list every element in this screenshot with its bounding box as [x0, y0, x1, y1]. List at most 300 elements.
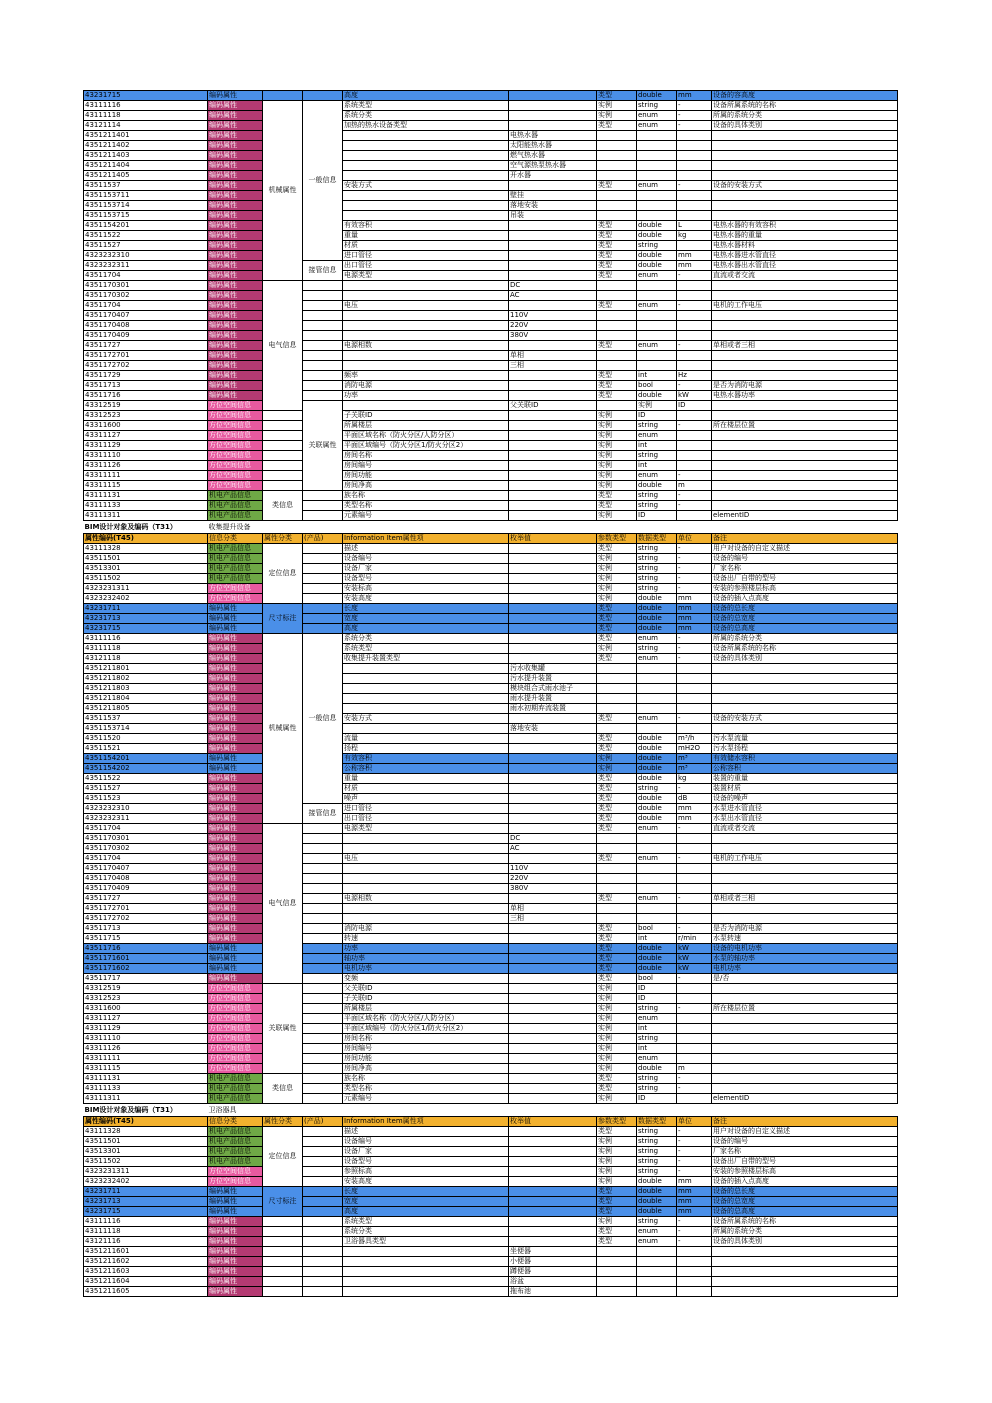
- item-cell: 子关联ID: [343, 411, 509, 421]
- remark-cell: 电热水器材料: [712, 241, 898, 251]
- group-label: 电气信息: [263, 824, 303, 984]
- param-type-cell: [597, 884, 637, 894]
- remark-cell: [712, 321, 898, 331]
- unit-cell: [677, 141, 712, 151]
- unit-cell: -: [677, 1157, 712, 1167]
- info-class-cell: 方位空间信息: [208, 1034, 263, 1044]
- attr-code-cell: 43121116: [84, 1237, 208, 1247]
- enum-value-cell: [509, 391, 597, 401]
- item-cell: 系统分类: [343, 1227, 509, 1237]
- param-type-cell: 类型: [597, 251, 637, 261]
- attr-code-cell: 4323232310: [84, 804, 208, 814]
- spreadsheet: [83, 90, 897, 1297]
- data-type-cell: [637, 1287, 677, 1297]
- item-cell: 系统类型: [343, 1217, 509, 1227]
- enum-value-cell: 蹲便器: [509, 1267, 597, 1277]
- data-type-cell: ID: [637, 994, 677, 1004]
- data-type-cell: double: [637, 774, 677, 784]
- table-row: [84, 371, 898, 381]
- unit-cell: [677, 191, 712, 201]
- attr-code-cell: 43111118: [84, 1227, 208, 1237]
- attr-code-cell: 43511537: [84, 181, 208, 191]
- item-cell: 安装标高: [343, 584, 509, 594]
- info-class-cell: 编码属性: [208, 181, 263, 191]
- product-cell: [303, 1237, 343, 1247]
- item-cell: [343, 161, 509, 171]
- unit-cell: [677, 984, 712, 994]
- data-type-cell: ID: [637, 411, 677, 421]
- param-type-cell: 类型: [597, 774, 637, 784]
- remark-cell: [712, 441, 898, 451]
- unit-cell: [677, 864, 712, 874]
- data-type-cell: [637, 331, 677, 341]
- info-class-cell: 方位空间信息: [208, 994, 263, 1004]
- info-class-cell: 编码属性: [208, 684, 263, 694]
- data-type-cell: [637, 311, 677, 321]
- enum-value-cell: [509, 1054, 597, 1064]
- enum-value-cell: [509, 1197, 597, 1207]
- column-header: 枚举值: [509, 534, 597, 544]
- product-cell: [303, 1207, 343, 1217]
- enum-value-cell: [509, 1227, 597, 1237]
- attr-code-cell: 4323232402: [84, 594, 208, 604]
- info-class-cell: 编码属性: [208, 1257, 263, 1267]
- attr-code-cell: 43511501: [84, 554, 208, 564]
- enum-value-cell: [509, 974, 597, 984]
- remark-cell: [712, 664, 898, 674]
- remark-cell: [712, 161, 898, 171]
- item-cell: 进口管径: [343, 251, 509, 261]
- item-cell: 平面区域名称（防火分区/人防分区）: [343, 1014, 509, 1024]
- data-type-cell: double: [637, 794, 677, 804]
- unit-cell: kg: [677, 774, 712, 784]
- remark-cell: [712, 291, 898, 301]
- param-type-cell: 类型: [597, 744, 637, 754]
- item-cell: 房间编号: [343, 1044, 509, 1054]
- data-type-cell: [637, 1267, 677, 1277]
- info-class-cell: 方位空间信息: [208, 441, 263, 451]
- table-row: [84, 774, 898, 784]
- attr-code-cell: 43311126: [84, 461, 208, 471]
- param-type-cell: [597, 844, 637, 854]
- enum-value-cell: [509, 231, 597, 241]
- attr-code-cell: 43231715: [84, 91, 208, 101]
- item-cell: 收集提升装置类型: [343, 654, 509, 664]
- item-cell: 描述: [343, 544, 509, 554]
- product-cell: [303, 1137, 343, 1147]
- remark-cell: 所在楼层位置: [712, 421, 898, 431]
- param-type-cell: 类型: [597, 221, 637, 231]
- info-class-cell: 机电产品信息: [208, 1074, 263, 1084]
- remark-cell: 电热水器的重量: [712, 231, 898, 241]
- table-row: [84, 501, 898, 511]
- unit-cell: kW: [677, 964, 712, 974]
- unit-cell: [677, 1024, 712, 1034]
- info-class-cell: 编码属性: [208, 734, 263, 744]
- param-type-cell: 实例: [597, 574, 637, 584]
- enum-value-cell: 单相: [509, 351, 597, 361]
- remark-cell: 设备的编号: [712, 554, 898, 564]
- param-type-cell: 实例: [597, 1054, 637, 1064]
- table-row: [84, 1207, 898, 1217]
- attr-code-cell: 4351170302: [84, 844, 208, 854]
- data-type-cell: double: [637, 261, 677, 271]
- item-cell: 类型名称: [343, 1084, 509, 1094]
- remark-cell: 电热水器进水管直径: [712, 251, 898, 261]
- enum-value-cell: [509, 584, 597, 594]
- attr-code-cell: 43311127: [84, 431, 208, 441]
- table-row: [84, 361, 898, 371]
- enum-value-cell: [509, 501, 597, 511]
- param-type-cell: 类型: [597, 944, 637, 954]
- table-row: [84, 391, 898, 401]
- attr-class-cell: [263, 1277, 303, 1287]
- attr-code-cell: 4351170408: [84, 321, 208, 331]
- unit-cell: [677, 1267, 712, 1277]
- param-type-cell: [597, 311, 637, 321]
- table-row: [84, 161, 898, 171]
- unit-cell: [677, 1277, 712, 1287]
- data-type-cell: [637, 291, 677, 301]
- enum-value-cell: [509, 111, 597, 121]
- enum-value-cell: [509, 544, 597, 554]
- remark-cell: 直流或者交流: [712, 824, 898, 834]
- section-object-name: 卫浴器具: [208, 1106, 237, 1114]
- product-cell: [303, 834, 343, 844]
- attr-code-cell: 4351170302: [84, 291, 208, 301]
- column-header: 单位: [677, 534, 712, 544]
- remark-cell: [712, 491, 898, 501]
- enum-value-cell: 壁挂: [509, 191, 597, 201]
- product-cell: [303, 1267, 343, 1277]
- remark-cell: [712, 311, 898, 321]
- unit-cell: [677, 834, 712, 844]
- table-row: [84, 151, 898, 161]
- data-type-cell: [637, 914, 677, 924]
- column-header: 信息分类: [208, 1117, 263, 1127]
- data-type-cell: [637, 1277, 677, 1287]
- product-cell: [303, 594, 343, 604]
- remark-cell: 污水泵扬程: [712, 744, 898, 754]
- info-class-cell: 编码属性: [208, 171, 263, 181]
- enum-value-cell: [509, 1207, 597, 1217]
- table-row: [84, 1197, 898, 1207]
- info-class-cell: 编码属性: [208, 121, 263, 131]
- info-class-cell: 编码属性: [208, 744, 263, 754]
- attr-code-cell: 43311127: [84, 1014, 208, 1024]
- item-cell: 出口管径: [343, 814, 509, 824]
- table-row: [84, 321, 898, 331]
- info-class-cell: 编码属性: [208, 874, 263, 884]
- table-row: [84, 804, 898, 814]
- data-type-cell: string: [637, 451, 677, 461]
- product-cell: [303, 824, 343, 834]
- unit-cell: [712, 401, 898, 411]
- remark-cell: [712, 984, 898, 994]
- item-cell: 材质: [343, 784, 509, 794]
- enum-value-cell: 坐便器: [509, 1247, 597, 1257]
- data-type-cell: string: [637, 1074, 677, 1084]
- param-type-cell: 实例: [597, 1167, 637, 1177]
- attr-code-cell: 43513301: [84, 564, 208, 574]
- info-class-cell: 编码属性: [208, 974, 263, 984]
- param-type-cell: 实例: [597, 481, 637, 491]
- product-cell: [303, 574, 343, 584]
- data-type-cell: enum: [637, 341, 677, 351]
- info-class-cell: 方位空间信息: [208, 594, 263, 604]
- unit-cell: mm: [677, 1197, 712, 1207]
- info-class-cell: 编码属性: [208, 814, 263, 824]
- header-row: [84, 534, 898, 544]
- product-cell: [263, 471, 303, 481]
- info-class-cell: 编码属性: [208, 111, 263, 121]
- enum-value-cell: [509, 744, 597, 754]
- data-type-cell: [637, 131, 677, 141]
- item-cell: 出口管径: [343, 261, 509, 271]
- data-type-cell: string: [637, 544, 677, 554]
- product-cell: [303, 994, 343, 1004]
- group-label: 类信息: [263, 1074, 303, 1104]
- param-type-cell: [597, 171, 637, 181]
- unit-cell: [677, 1034, 712, 1044]
- remark-cell: 设备的容高度: [712, 91, 898, 101]
- enum-value-cell: 开水器: [509, 171, 597, 181]
- unit-cell: -: [677, 974, 712, 984]
- info-class-cell: 编码属性: [208, 391, 263, 401]
- data-type-cell: [637, 1247, 677, 1257]
- data-type-cell: enum: [637, 1237, 677, 1247]
- info-class-cell: 编码属性: [208, 704, 263, 714]
- item-cell: 宽度: [343, 1197, 509, 1207]
- data-type-cell: int: [637, 371, 677, 381]
- enum-value-cell: [509, 421, 597, 431]
- data-type-cell: int: [637, 1044, 677, 1054]
- info-class-cell: 编码属性: [208, 211, 263, 221]
- param-type-cell: [597, 694, 637, 704]
- enum-value-cell: 380V: [509, 884, 597, 894]
- attr-code-cell: 43121118: [84, 654, 208, 664]
- product-cell: [303, 91, 343, 101]
- table-row: [84, 1217, 898, 1227]
- data-type-cell: [637, 281, 677, 291]
- enum-value-cell: [509, 471, 597, 481]
- info-class-cell: 编码属性: [208, 1237, 263, 1247]
- data-type-cell: double: [637, 251, 677, 261]
- param-type-cell: 类型: [597, 91, 637, 101]
- enum-value-cell: 吊装: [509, 211, 597, 221]
- group-label: 电气信息: [263, 281, 303, 411]
- item-cell: 族名称: [343, 1074, 509, 1084]
- attr-code-cell: 4351211404: [84, 161, 208, 171]
- product-cell: [263, 421, 303, 431]
- attr-code-cell: 4351211401: [84, 131, 208, 141]
- unit-cell: [677, 1014, 712, 1024]
- attr-code-cell: 43511715: [84, 934, 208, 944]
- attr-class-cell: [263, 1217, 303, 1227]
- info-class-cell: 方位空间信息: [208, 584, 263, 594]
- item-cell: [343, 884, 509, 894]
- remark-cell: 设备的电机功率: [712, 944, 898, 954]
- enum-value-cell: [509, 954, 597, 964]
- attr-code-cell: 4351153714: [84, 201, 208, 211]
- data-type-cell: int: [637, 441, 677, 451]
- product-cell: [303, 614, 343, 624]
- attr-class-cell: [263, 1237, 303, 1247]
- item-cell: 转速: [343, 934, 509, 944]
- item-cell: 轴功率: [343, 954, 509, 964]
- attr-class-cell: [263, 91, 303, 101]
- item-cell: 电源类型: [343, 824, 509, 834]
- unit-cell: -: [677, 121, 712, 131]
- product-cell: [303, 321, 343, 331]
- table-row: [84, 1287, 898, 1297]
- table-row: [84, 904, 898, 914]
- data-type-cell: string: [637, 421, 677, 431]
- info-class-cell: 编码属性: [208, 834, 263, 844]
- data-type-cell: double: [637, 604, 677, 614]
- param-type-cell: 类型: [597, 241, 637, 251]
- item-cell: 系统类型: [343, 101, 509, 111]
- enum-value-cell: [509, 411, 597, 421]
- unit-cell: -: [677, 1074, 712, 1084]
- param-type-cell: [597, 704, 637, 714]
- remark-cell: 设备的总宽度: [712, 1197, 898, 1207]
- attr-code-cell: 4351211803: [84, 684, 208, 694]
- remark-cell: 设备的噪声: [712, 794, 898, 804]
- table-row: [84, 894, 898, 904]
- enum-value-cell: 220V: [509, 321, 597, 331]
- unit-cell: -: [677, 1237, 712, 1247]
- remark-cell: 电机的工作电压: [712, 854, 898, 864]
- table-row: [84, 91, 898, 101]
- info-class-cell: 编码属性: [208, 604, 263, 614]
- item-cell: 平面区域编号（防火分区1/防火分区2）: [343, 1024, 509, 1034]
- item-cell: [343, 694, 509, 704]
- item-cell: [343, 321, 509, 331]
- table-row: [84, 834, 898, 844]
- product-cell: [303, 1197, 343, 1207]
- product-cell: [303, 1044, 343, 1054]
- attr-code-cell: 4351211603: [84, 1267, 208, 1277]
- unit-cell: -: [677, 584, 712, 594]
- table-row: [84, 251, 898, 261]
- column-header: 备注: [712, 1117, 898, 1127]
- group-label: 尺寸标注: [263, 604, 303, 634]
- table-row: [84, 624, 898, 634]
- data-type-cell: string: [637, 784, 677, 794]
- table-row: [84, 744, 898, 754]
- table-row: [84, 684, 898, 694]
- product-cell: [303, 1257, 343, 1267]
- item-cell: 所属楼层: [343, 421, 509, 431]
- item-cell: 功率: [343, 944, 509, 954]
- table-row: [84, 211, 898, 221]
- data-type-cell: double: [637, 954, 677, 964]
- param-type-cell: 实例: [597, 461, 637, 471]
- param-type-cell: 实例: [597, 1217, 637, 1227]
- enum-value-cell: [509, 1014, 597, 1024]
- info-class-cell: 编码属性: [208, 291, 263, 301]
- info-class-cell: 机电产品信息: [208, 1094, 263, 1104]
- remark-cell: 公称容积: [712, 764, 898, 774]
- table-row: [84, 351, 898, 361]
- product-cell: [303, 361, 343, 371]
- item-cell: [343, 1287, 509, 1297]
- attr-code-cell: 43511704: [84, 854, 208, 864]
- remark-cell: 设备的总高度: [712, 624, 898, 634]
- remark-cell: 设备的插入点高度: [712, 1177, 898, 1187]
- info-class-cell: 方位空间信息: [208, 401, 263, 411]
- attr-code-cell: 43511502: [84, 1157, 208, 1167]
- attr-code-cell: 4351211802: [84, 674, 208, 684]
- item-cell: 描述: [343, 1127, 509, 1137]
- table-row: [84, 411, 898, 421]
- unit-cell: -: [677, 894, 712, 904]
- enum-value-cell: 三相: [509, 361, 597, 371]
- remark-cell: 设备所属系统的名称: [712, 1217, 898, 1227]
- group-label: 尺寸标注: [263, 1187, 303, 1217]
- product-cell: [303, 554, 343, 564]
- param-type-cell: 类型: [597, 934, 637, 944]
- remark-cell: [712, 884, 898, 894]
- remark-cell: [712, 914, 898, 924]
- product-cell: [303, 511, 343, 521]
- column-header: (产品): [303, 534, 343, 544]
- product-cell: [263, 431, 303, 441]
- enum-value-cell: 雨水提升装置: [509, 694, 597, 704]
- enum-value-cell: [509, 241, 597, 251]
- attr-class-cell: [263, 1257, 303, 1267]
- enum-value-cell: [509, 511, 597, 521]
- table-row: [84, 1167, 898, 1177]
- table-row: [84, 554, 898, 564]
- remark-cell: 水泵进水管直径: [712, 804, 898, 814]
- table-row: [84, 674, 898, 684]
- param-type-cell: 实例: [597, 584, 637, 594]
- info-class-cell: 编码属性: [208, 714, 263, 724]
- data-type-cell: double: [637, 1207, 677, 1217]
- remark-cell: 安装的参照楼层标高: [712, 1167, 898, 1177]
- item-cell: 流量: [343, 734, 509, 744]
- attr-code-cell: 43311600: [84, 1004, 208, 1014]
- enum-value-cell: [509, 924, 597, 934]
- unit-cell: -: [677, 101, 712, 111]
- info-class-cell: 机电产品信息: [208, 1147, 263, 1157]
- remark-cell: [712, 151, 898, 161]
- enum-value-cell: 空气源热泵热水器: [509, 161, 597, 171]
- attr-code-cell: 43231713: [84, 614, 208, 624]
- product-cell: [303, 1127, 343, 1137]
- remark-cell: [712, 171, 898, 181]
- unit-cell: -: [677, 634, 712, 644]
- data-type-cell: [637, 884, 677, 894]
- param-type-cell: 实例: [597, 984, 637, 994]
- unit-cell: [677, 331, 712, 341]
- data-type-cell: int: [637, 1024, 677, 1034]
- data-type-cell: [637, 321, 677, 331]
- param-type-cell: [597, 321, 637, 331]
- unit-cell: -: [677, 271, 712, 281]
- attr-code-cell: 43311115: [84, 481, 208, 491]
- remark-cell: 是/否: [712, 974, 898, 984]
- remark-cell: [712, 724, 898, 734]
- info-class-cell: 编码属性: [208, 864, 263, 874]
- item-cell: 设备厂家: [343, 1147, 509, 1157]
- item-cell: 高度: [343, 1207, 509, 1217]
- product-cell: [303, 1074, 343, 1084]
- product-cell: [303, 944, 343, 954]
- unit-cell: [677, 914, 712, 924]
